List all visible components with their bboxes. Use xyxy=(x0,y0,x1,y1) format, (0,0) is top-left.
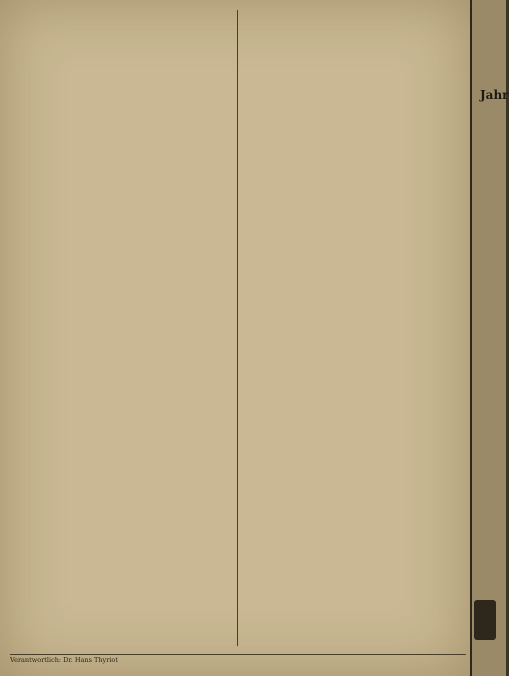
text-column-right xyxy=(246,8,460,650)
column-divider xyxy=(237,10,238,646)
text-column-left xyxy=(14,8,229,650)
adjacent-page-edge xyxy=(470,0,509,676)
page-edge-damage xyxy=(474,600,496,640)
imprint-line: Verantwortlich: Dr. Hans Thyriot xyxy=(10,654,466,667)
adjacent-page-heading: Jahr xyxy=(480,88,509,102)
